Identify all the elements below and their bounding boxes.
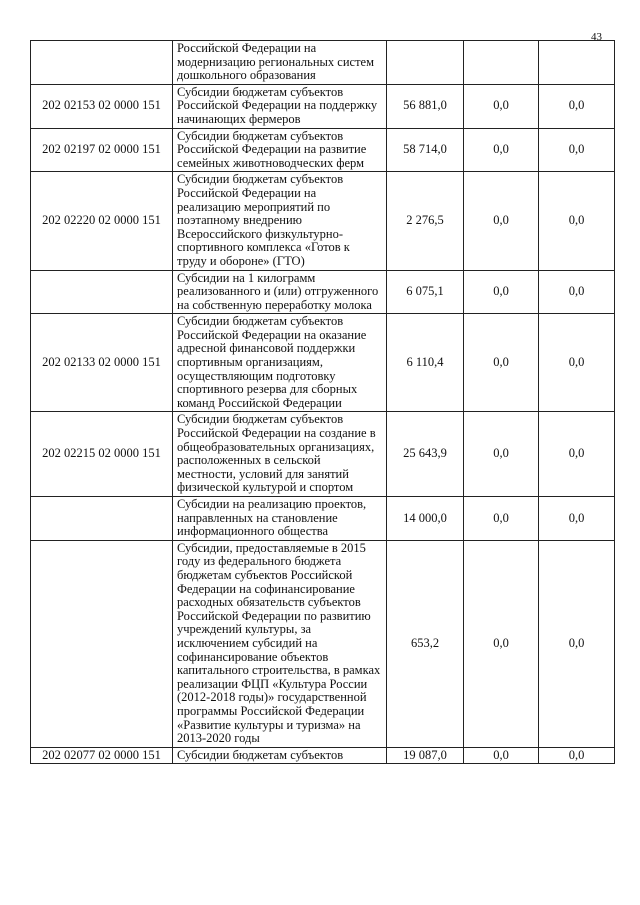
value-2017-cell <box>539 41 615 85</box>
amount-cell: 56 881,0 <box>387 84 464 128</box>
description-cell: Субсидии бюджетам субъектов Российской Федерации на развитие семейных животноводческих ферм <box>173 128 387 172</box>
page-number: 43 <box>591 31 602 43</box>
table-row <box>31 540 615 747</box>
value-2016-cell: 0,0 <box>464 84 539 128</box>
table-row <box>31 747 615 764</box>
budget-code-cell: 202 02215 02 0000 151 <box>31 412 173 497</box>
value-2016-cell: 0,0 <box>464 540 539 747</box>
table-row <box>31 172 615 270</box>
description-cell: Субсидии бюджетам субъектов Российской Федерации на создание в общеобразовательных организациях, расположенных в сельской местности, условий для занятий физической культурой и спортом <box>173 412 387 497</box>
value-2016-cell: 0,0 <box>464 270 539 314</box>
description-cell: Субсидии на реализацию проектов, направленных на становление информационного общества <box>173 497 387 541</box>
amount-cell: 14 000,0 <box>387 497 464 541</box>
table-row <box>31 270 615 314</box>
table-row <box>31 84 615 128</box>
budget-code-cell <box>31 497 173 541</box>
value-2016-cell: 0,0 <box>464 412 539 497</box>
value-2016-cell: 0,0 <box>464 128 539 172</box>
value-2017-cell: 0,0 <box>539 270 615 314</box>
budget-code-cell: 202 02133 02 0000 151 <box>31 314 173 412</box>
description-cell: Субсидии бюджетам субъектов Российской Федерации на поддержку начинающих фермеров <box>173 84 387 128</box>
value-2017-cell: 0,0 <box>539 412 615 497</box>
table-row <box>31 412 615 497</box>
table-row <box>31 41 615 85</box>
budget-code-cell: 202 02153 02 0000 151 <box>31 84 173 128</box>
description-cell: Субсидии бюджетам субъектов <box>173 747 387 764</box>
description-cell: Субсидии на 1 килограмм реализованного и (или) отгруженного на собственную переработку молока <box>173 270 387 314</box>
budget-code-cell: 202 02077 02 0000 151 <box>31 747 173 764</box>
value-2017-cell: 0,0 <box>539 172 615 270</box>
value-2017-cell: 0,0 <box>539 497 615 541</box>
budget-code-cell: 202 02220 02 0000 151 <box>31 172 173 270</box>
value-2016-cell <box>464 41 539 85</box>
description-cell: Субсидии, предоставляемые в 2015 году из федерального бюджета бюджетам субъектов Российской Федерации на софинансирование расходных обязательств субъектов Российской Федерации по развитию учреждений культуры, за исключением субсидий на софинансирование объектов капитального строительства, в рамках реализации ФЦП «Культура России (2012-2018 годы)» государственной программы Российской Федерации «Развитие культуры и туризма» на 2013-2020 годы <box>173 540 387 747</box>
value-2016-cell: 0,0 <box>464 172 539 270</box>
budget-code-cell <box>31 270 173 314</box>
value-2016-cell: 0,0 <box>464 314 539 412</box>
table-row <box>31 314 615 412</box>
amount-cell: 19 087,0 <box>387 747 464 764</box>
value-2017-cell: 0,0 <box>539 747 615 764</box>
amount-cell: 25 643,9 <box>387 412 464 497</box>
value-2017-cell: 0,0 <box>539 84 615 128</box>
description-cell: Субсидии бюджетам субъектов Российской Федерации на реализацию мероприятий по поэтапному внедрению Всероссийского физкультурно-спортивного комплекса «Готов к труду и обороне» (ГТО) <box>173 172 387 270</box>
value-2016-cell: 0,0 <box>464 747 539 764</box>
budget-revenue-table <box>30 40 615 764</box>
budget-code-cell <box>31 540 173 747</box>
amount-cell: 653,2 <box>387 540 464 747</box>
budget-code-cell: 202 02197 02 0000 151 <box>31 128 173 172</box>
budget-code-cell <box>31 41 173 85</box>
value-2016-cell: 0,0 <box>464 497 539 541</box>
description-cell: Российской Федерации на модернизацию региональных систем дошкольного образования <box>173 41 387 85</box>
description-cell: Субсидии бюджетам субъектов Российской Федерации на оказание адресной финансовой поддержки спортивным организациям, осуществляющим подготовку спортивного резерва для сборных команд Российской Федерации <box>173 314 387 412</box>
amount-cell: 58 714,0 <box>387 128 464 172</box>
amount-cell <box>387 41 464 85</box>
value-2017-cell: 0,0 <box>539 540 615 747</box>
value-2017-cell: 0,0 <box>539 128 615 172</box>
amount-cell: 6 075,1 <box>387 270 464 314</box>
table-row <box>31 128 615 172</box>
table-row <box>31 497 615 541</box>
value-2017-cell: 0,0 <box>539 314 615 412</box>
amount-cell: 6 110,4 <box>387 314 464 412</box>
amount-cell: 2 276,5 <box>387 172 464 270</box>
